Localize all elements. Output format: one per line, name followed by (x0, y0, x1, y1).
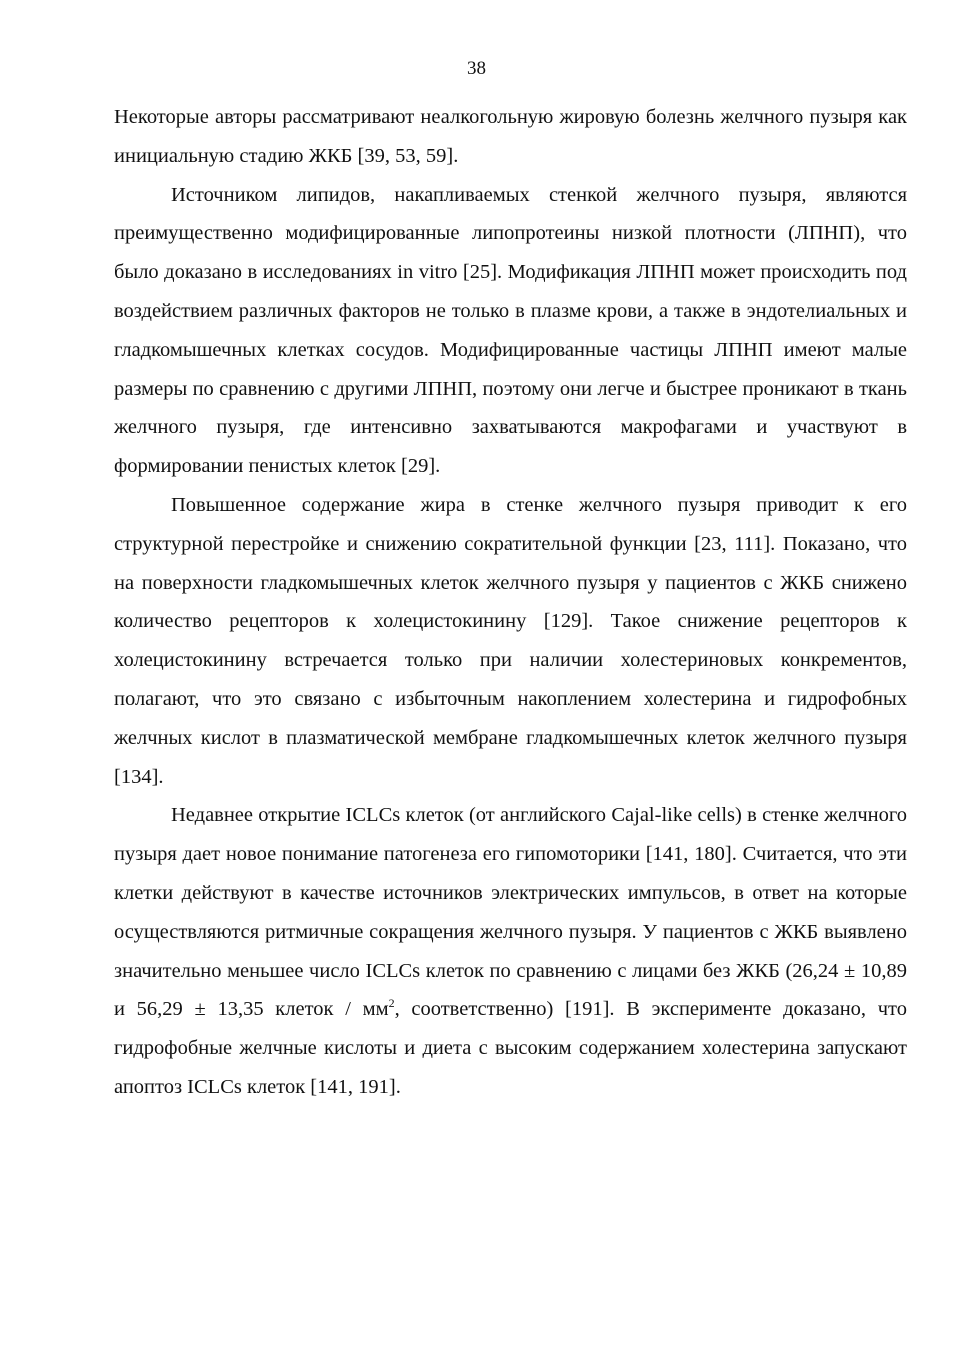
body-text (114, 98, 907, 1107)
page-number: 38 (467, 58, 486, 79)
square-superscript: 2 (388, 996, 395, 1011)
paragraph-4-text-end: , соответственно) [191]. В эксперименте доказано, что гидрофобные желчные кислоты и диета с высоким содержанием холестерина запускают апоптоз ICLCs клеток [141, 191]. (114, 998, 907, 1098)
paragraph-1: Некоторые авторы рассматривают неалкогольную жировую болезнь желчного пузыря как инициальную стадию ЖКБ [39, 53, 59]. (114, 106, 907, 167)
paragraph-3: Повышенное содержание жира в стенке желчного пузыря приводит к его структурной перестройке и снижению сократительной функции [23, 111]. Показано, что на поверхности гладкомышечных клеток желчного пузыря у пациентов с ЖКБ снижено количество рецепторов к холецистокинину [129]. Такое снижение рецепторов к холецистокинину встречается только при наличии холестериновых конкрементов, полагают, что это связано с избыточным накоплением холестерина и гидрофобных желчных кислот в плазматической мембране гладкомышечных клеток желчного пузыря [134]. (114, 493, 907, 788)
paragraph-4 (114, 796, 907, 1106)
paragraph-2: Источником липидов, накапливаемых стенкой желчного пузыря, являются преимущественно модифицированные липопротеины низкой плотности (ЛПНП), что было доказано в исследованиях in vitro [25]. Модификация ЛПНП может происходить под воздействием различных факторов не только в плазме крови, а также в эндотелиальных и гладкомышечных клетках сосудов. Модифицированные частицы ЛПНП имеют малые размеры по сравнению с другими ЛПНП, поэтому они легче и быстрее проникают в ткань желчного пузыря, где интенсивно захватываются макрофагами и участвуют в формировании пенистых клеток [29]. (114, 183, 907, 478)
paragraph-4-text-start: Недавнее открытие ICLCs клеток (от английского Cajal-like cells) в стенке желчного пузыря дает новое понимание патогенеза его гипомоторики [141, 180]. Считается, что эти клетки действуют в качестве источников электрических импульсов, в ответ на которые осуществляются ритмичные сокращения желчного пузыря. У пациентов с ЖКБ выявлено значительно меньшее число ICLCs клеток по сравнению с лицами без ЖКБ (26,24 ± 10,89 и 56,29 ± 13,35 клеток / мм (114, 804, 907, 1021)
